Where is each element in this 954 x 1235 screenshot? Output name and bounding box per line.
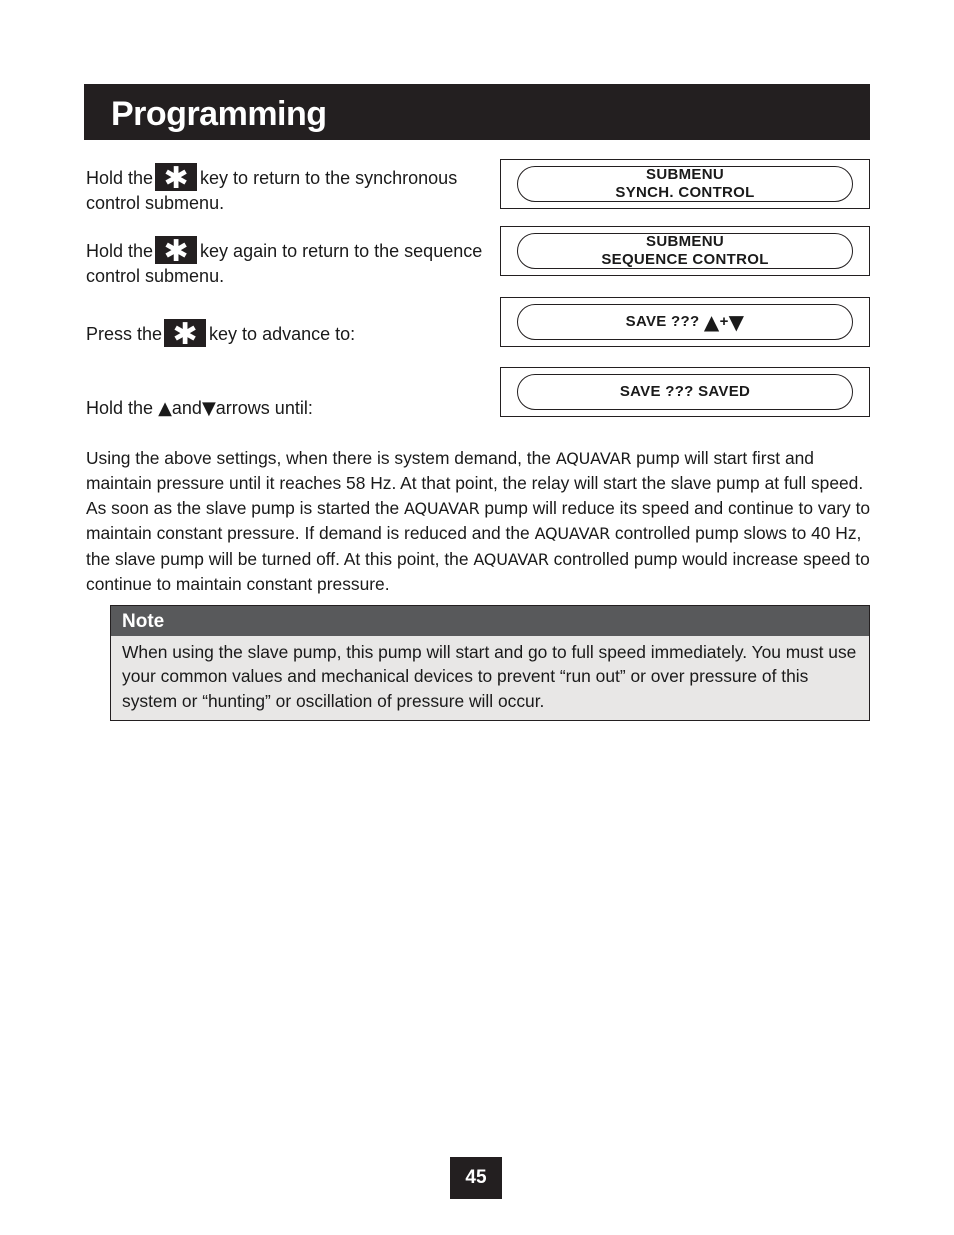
display-sequence-control bbox=[500, 226, 870, 276]
paragraph-text: controlled pump slows to 40 Hz, the slave pump will be turned off. At this point, the bbox=[86, 523, 862, 569]
instruction-text: arrows until: bbox=[215, 398, 313, 418]
page-header bbox=[84, 84, 870, 140]
brand-name: AQUAVAR bbox=[404, 498, 480, 518]
instruction-4 bbox=[86, 396, 491, 421]
paragraph-text: pump will start first and maintain pressure until it reaches 58 Hz. At that point, the relay will start the slave pump at full speed. As soon as the slave pump is started the bbox=[86, 448, 864, 518]
paragraph-text: pump will reduce its speed and continue to vary to maintain constant pressure. If demand is reduced and the bbox=[86, 497, 871, 544]
note-body: When using the slave pump, this pump will start and go to full speed immediately. You must use your common values and mechanical devices to prevent “run out” or over pressure of this system or “hunting” or oscillation of pressure will occur. bbox=[122, 642, 857, 711]
instruction-2 bbox=[86, 236, 491, 288]
paragraph-text: Using the above settings, when there is system demand, the bbox=[86, 448, 556, 468]
down-arrow-icon: ▼ bbox=[201, 398, 216, 419]
lcd-text: SAVE ??? SAVED bbox=[619, 383, 751, 400]
paragraph-text: controlled pump would increase speed to continue to maintain constant pressure. bbox=[86, 548, 870, 595]
lcd-line-1: SUBMENU bbox=[646, 166, 724, 183]
instruction-text: Hold the bbox=[86, 241, 154, 261]
asterisk-key-icon: ✱ bbox=[155, 163, 197, 191]
note-box bbox=[110, 605, 870, 721]
instruction-text: Hold the bbox=[86, 168, 154, 188]
instruction-1 bbox=[86, 163, 491, 215]
page-number: 45 bbox=[450, 1157, 502, 1199]
display-synch-control bbox=[500, 159, 870, 209]
body-paragraph bbox=[86, 446, 876, 596]
instruction-3 bbox=[86, 317, 491, 352]
brand-name: AQUAVAR bbox=[534, 524, 611, 544]
asterisk-key-icon: ✱ bbox=[164, 319, 206, 347]
lcd-screen bbox=[517, 233, 853, 269]
instruction-text: and bbox=[171, 398, 202, 418]
instruction-text: Press the bbox=[86, 324, 163, 344]
instruction-text: key to advance to: bbox=[209, 324, 356, 344]
up-arrow-icon: ▲ bbox=[158, 398, 172, 419]
lcd-screen bbox=[517, 166, 853, 202]
page-title: Programming bbox=[111, 95, 327, 133]
lcd-screen bbox=[517, 304, 853, 340]
lcd-text: SAVE ??? bbox=[625, 313, 704, 330]
brand-name: AQUAVAR bbox=[555, 449, 632, 468]
brand-name: AQUAVAR bbox=[473, 549, 549, 569]
down-arrow-icon: ▼ bbox=[728, 310, 745, 334]
asterisk-key-icon: ✱ bbox=[155, 236, 197, 264]
display-save-prompt bbox=[500, 297, 870, 347]
note-title: Note bbox=[111, 606, 869, 636]
instruction-text: key to return to the synchronous control submenu. bbox=[86, 168, 458, 213]
up-arrow-icon: ▲ bbox=[703, 310, 720, 334]
lcd-line-2: SYNCH. CONTROL bbox=[615, 184, 755, 201]
instruction-text: Hold the bbox=[86, 398, 154, 418]
display-save-saved bbox=[500, 367, 870, 417]
lcd-line-1: SUBMENU bbox=[646, 233, 724, 250]
lcd-plus: + bbox=[719, 313, 729, 330]
instruction-text: key again to return to the sequence control submenu. bbox=[86, 241, 483, 286]
lcd-screen bbox=[517, 374, 853, 410]
lcd-line-2: SEQUENCE CONTROL bbox=[601, 251, 769, 268]
